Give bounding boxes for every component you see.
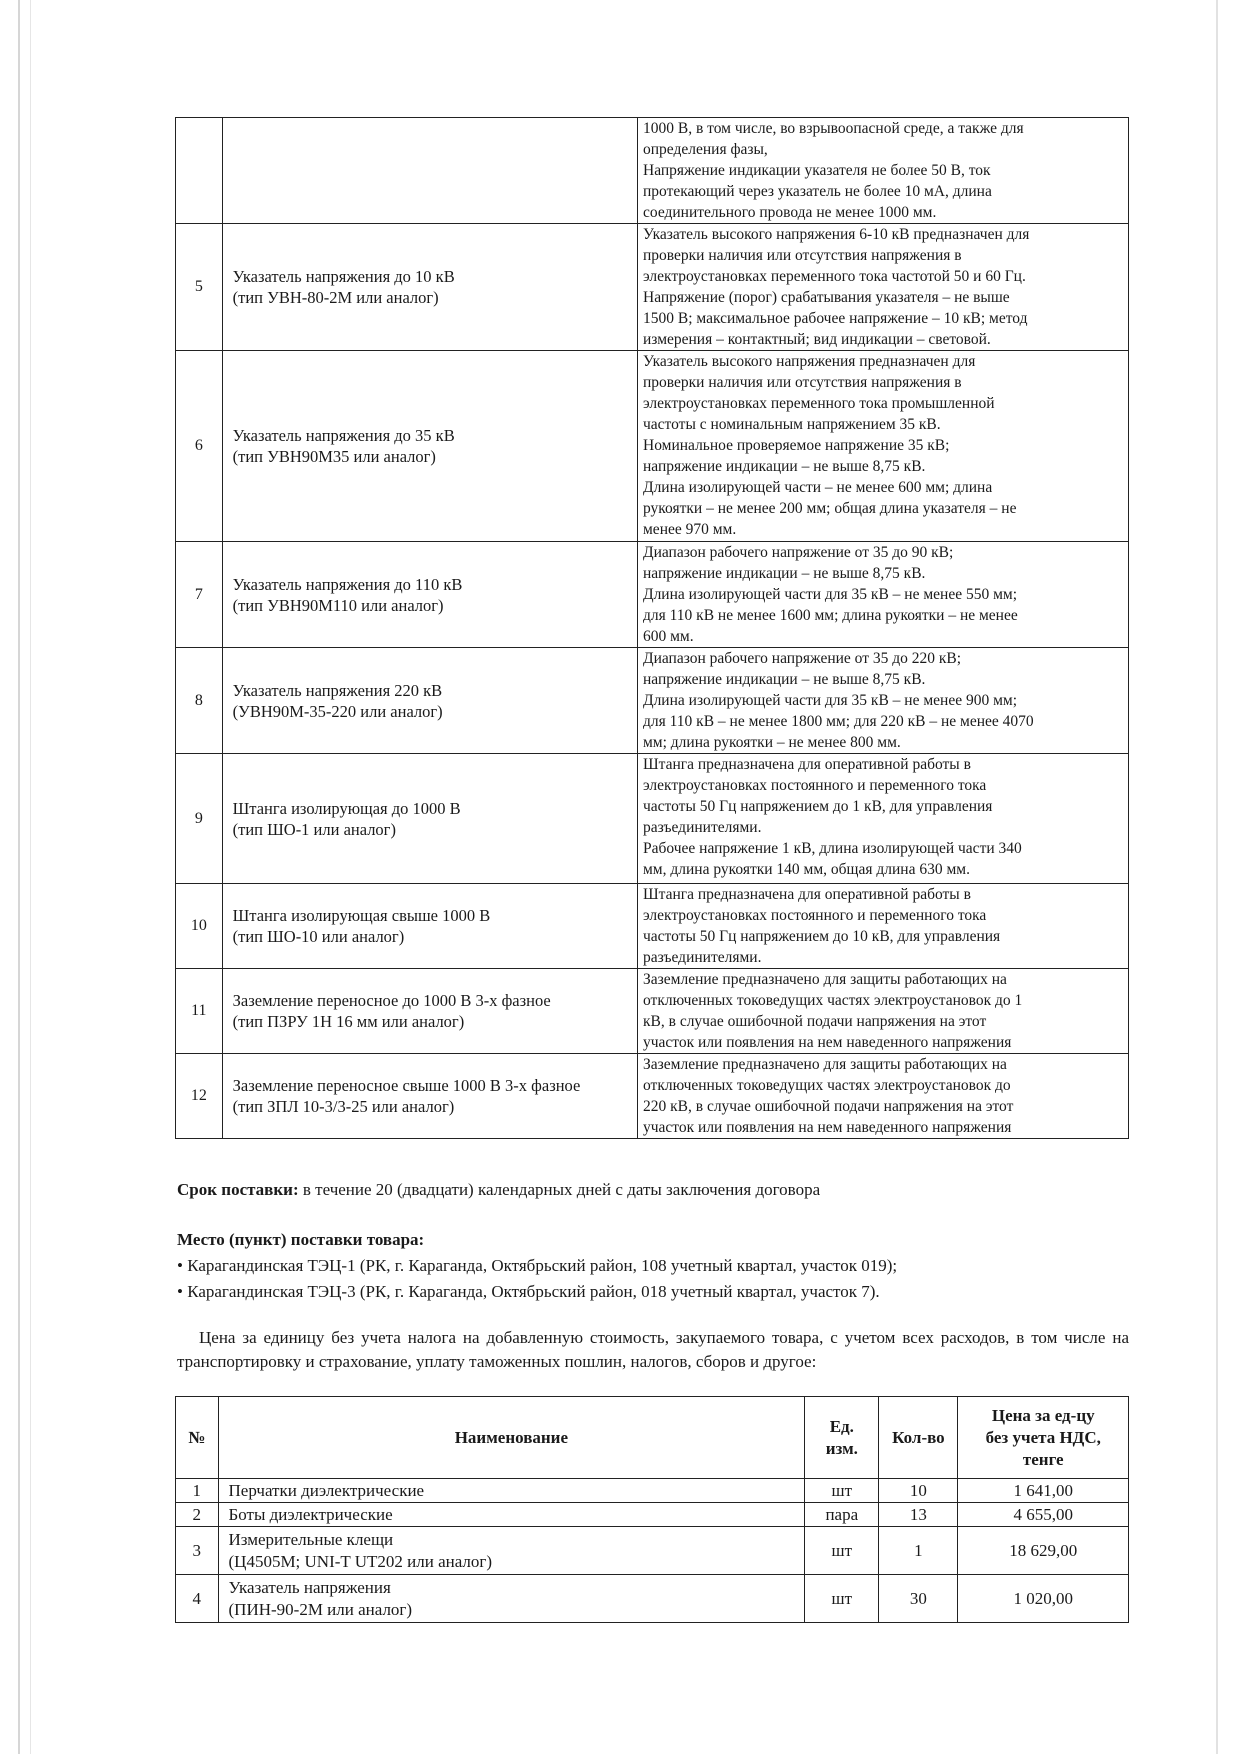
spec-item-name-line: (тип ЗПЛ 10-3/3-25 или аналог) (232, 1097, 455, 1116)
spec-description-line: разъединителями. (643, 949, 762, 966)
scan-edge-left-inner (30, 0, 31, 1754)
delivery-terms (177, 1177, 820, 1202)
price-item-name-line: (Ц4505М; UNI-T UT202 или аналог) (228, 1551, 493, 1571)
spec-item-name-line: (тип УВН90М110 или аналог) (232, 595, 444, 615)
header-num: № (176, 1397, 219, 1479)
spec-row-number: 12 (176, 1054, 223, 1139)
price-item-name-line: Измерительные клещи (228, 1529, 394, 1549)
spec-description-line: разъединителями. (643, 819, 762, 836)
spec-description-line: частоты 50 Гц напряжением до 10 кВ, для управления (643, 928, 1001, 945)
spec-item-description (638, 351, 1129, 542)
spec-item-name-line: (УВН90М-35-220 или аналог) (232, 701, 443, 721)
spec-description-line: частоты 50 Гц напряжением до 1 кВ, для управления (643, 798, 993, 815)
spec-description-line: Заземление предназначено для защиты работающих на (643, 971, 1007, 988)
spec-description-line: электроустановках переменного тока промышленной (643, 395, 995, 412)
spec-description-line: электроустановках постоянного и переменного тока (643, 907, 987, 924)
spec-description-line: отключенных токоведущих частях электроустановок до (643, 1077, 1011, 1094)
price-item-name (218, 1575, 805, 1623)
header-unit (805, 1397, 879, 1479)
price-item-name-line: Указатель напряжения (228, 1577, 391, 1597)
spec-item-description (638, 754, 1129, 884)
spec-description-line: отключенных токоведущих частях электроустановок до 1 (643, 992, 1023, 1009)
spec-item-name (222, 118, 637, 224)
spec-row (176, 1054, 1129, 1139)
spec-description-line: менее 970 мм. (643, 521, 737, 538)
spec-item-name-line: Заземление переносное до 1000 В 3-х фазное (232, 991, 551, 1010)
spec-row (176, 969, 1129, 1054)
price-item-name-line: Боты диэлектрические (228, 1504, 393, 1524)
spec-description-line: для 110 кВ не менее 1600 мм; длина рукоятки – не менее (643, 607, 1018, 624)
spec-description-line: мм; длина рукоятки – не менее 800 мм. (643, 734, 901, 751)
spec-description-line: частоты с номинальным напряжением 35 кВ. (643, 416, 941, 433)
spec-item-name-line: (тип УВН90М35 или аналог) (232, 447, 436, 466)
spec-row (176, 542, 1129, 648)
spec-description-line: протекающий через указатель не более 10 мА, длина (643, 183, 992, 200)
price-note: Цена за единицу без учета налога на добавленную стоимость, закупаемого товара, с учетом всех расходов, в том числе на транспортировку и страхование, уплату таможенных пошлин, налогов, сборов и другое: (177, 1328, 1129, 1371)
spec-item-name-line: (тип ШО-10 или аналог) (232, 927, 405, 946)
price-item-price: 1 020,00 (958, 1575, 1129, 1623)
spec-description-line: проверки наличия или отсутствия напряжения в (643, 247, 962, 264)
spec-item-name-line: (тип ШО-1 или аналог) (232, 819, 396, 839)
spec-item-name-line: Заземление переносное свыше 1000 В 3-х фазное (232, 1076, 581, 1095)
spec-row (176, 754, 1129, 884)
price-item-unit: шт (805, 1575, 879, 1623)
price-item-quantity: 13 (879, 1503, 958, 1527)
price-item-name (218, 1503, 805, 1527)
spec-description-line: Длина изолирующей части для 35 кВ – не менее 900 мм; (643, 692, 1017, 709)
spec-row (176, 351, 1129, 542)
price-item-quantity: 10 (879, 1479, 958, 1503)
spec-description-line: 1500 В; максимальное рабочее напряжение – 10 кВ; метод (643, 310, 1028, 327)
spec-row (176, 118, 1129, 224)
delivery-label: Срок поставки: (177, 1180, 299, 1199)
spec-item-name-line: Штанга изолирующая до 1000 В (232, 798, 461, 818)
spec-item-description (638, 224, 1129, 351)
spec-description-line: Рабочее напряжение 1 кВ, длина изолирующей части 340 (643, 840, 1022, 857)
spec-item-name-line: Указатель напряжения до 110 кВ (232, 574, 463, 594)
spec-item-name-line: Указатель напряжения до 10 кВ (232, 267, 455, 286)
spec-row-number: 11 (176, 969, 223, 1054)
spec-item-description (638, 884, 1129, 969)
price-item-name-line: (ПИН-90-2М или аналог) (228, 1599, 413, 1619)
spec-item-name-line: (тип УВН-80-2М или аналог) (232, 288, 439, 307)
spec-item-name (222, 884, 637, 969)
spec-description-line: Заземление предназначено для защиты работающих на (643, 1056, 1007, 1073)
spec-description-line: участок или появления на нем наведенного напряжения (643, 1119, 1012, 1136)
price-item-price: 1 641,00 (958, 1479, 1129, 1503)
spec-row-number (176, 118, 223, 224)
delivery-place-item: • Карагандинская ТЭЦ-3 (РК, г. Караганда, Октябрьский район, 018 учетный квартал, участок 7). (177, 1282, 880, 1301)
spec-row (176, 648, 1129, 754)
header-price (958, 1397, 1129, 1479)
spec-item-description (638, 969, 1129, 1054)
spec-row (176, 884, 1129, 969)
spec-item-name (222, 969, 637, 1054)
price-item-name (218, 1527, 805, 1575)
specification-table (175, 117, 1129, 1139)
spec-description-line: электроустановках переменного тока частотой 50 и 60 Гц. (643, 268, 1026, 285)
price-item-quantity: 1 (879, 1527, 958, 1575)
price-row-number: 2 (176, 1503, 219, 1527)
spec-row-number: 10 (176, 884, 223, 969)
spec-description-line: Диапазон рабочего напряжение от 35 до 90 кВ; (643, 544, 954, 561)
price-table (175, 1396, 1129, 1623)
scan-edge-right (1216, 0, 1218, 1754)
delivery-place-item: • Карагандинская ТЭЦ-1 (РК, г. Караганда, Октябрьский район, 108 учетный квартал, участок 019); (177, 1256, 898, 1275)
spec-item-name-line: Указатель напряжения до 35 кВ (232, 426, 455, 445)
price-table-header-row (176, 1397, 1129, 1479)
spec-description-line: Указатель высокого напряжения предназначен для (643, 353, 976, 370)
spec-item-name-line: Указатель напряжения 220 кВ (232, 680, 443, 700)
header-price-line: Цена за ед-цу (991, 1405, 1095, 1425)
spec-description-line: Длина изолирующей части для 35 кВ – не менее 550 мм; (643, 586, 1017, 603)
spec-row (176, 224, 1129, 351)
spec-description-line: Штанга предназначена для оперативной работы в (643, 886, 971, 903)
spec-row-number: 5 (176, 224, 223, 351)
spec-description-line: напряжение индикации – не выше 8,75 кВ. (643, 671, 926, 688)
spec-description-line: Указатель высокого напряжения 6-10 кВ предназначен для (643, 226, 1030, 243)
spec-description-line: 600 мм. (643, 628, 694, 645)
header-qty: Кол-во (879, 1397, 958, 1479)
spec-item-description (638, 1054, 1129, 1139)
spec-description-line: напряжение индикации – не выше 8,75 кВ. (643, 565, 926, 582)
delivery-place-title: Место (пункт) поставки товара: (177, 1230, 425, 1249)
header-unit-line: Ед. (829, 1416, 854, 1436)
spec-row-number: 6 (176, 351, 223, 542)
spec-item-name (222, 648, 637, 754)
spec-description-line: Длина изолирующей части – не менее 600 мм; длина (643, 479, 993, 496)
spec-description-line: кВ, в случае ошибочной подачи напряжения на этот (643, 1013, 987, 1030)
spec-row-number: 7 (176, 542, 223, 648)
price-item-name (218, 1479, 805, 1503)
price-row-number: 1 (176, 1479, 219, 1503)
spec-description-line: рукоятки – не менее 200 мм; общая длина указателя – не (643, 500, 1017, 517)
spec-description-line: 1000 В, в том числе, во взрывоопасной среде, а также для (643, 120, 1024, 137)
header-price-line: без учета НДС, (985, 1427, 1101, 1447)
price-item-name-line: Перчатки диэлектрические (228, 1480, 425, 1500)
spec-row-number: 9 (176, 754, 223, 884)
spec-item-name (222, 542, 637, 648)
spec-item-name (222, 1054, 637, 1139)
spec-item-name-line: (тип ПЗРУ 1Н 16 мм или аналог) (232, 1012, 465, 1031)
spec-description-line: 220 кВ, в случае ошибочной подачи напряжения на этот (643, 1098, 1014, 1115)
spec-item-description (638, 542, 1129, 648)
price-item-quantity: 30 (879, 1575, 958, 1623)
spec-description-line: напряжение индикации – не выше 8,75 кВ. (643, 458, 926, 475)
price-row (176, 1479, 1129, 1503)
spec-row-number: 8 (176, 648, 223, 754)
price-row (176, 1527, 1129, 1575)
spec-description-line: для 110 кВ – не менее 1800 мм; для 220 кВ – не менее 4070 (643, 713, 1034, 730)
price-item-unit: пара (805, 1503, 879, 1527)
price-row (176, 1575, 1129, 1623)
header-unit-line: изм. (825, 1438, 858, 1458)
spec-description-line: Номинальное проверяемое напряжение 35 кВ; (643, 437, 950, 454)
spec-description-line: мм, длина рукоятки 140 мм, общая длина 630 мм. (643, 861, 970, 878)
spec-description-line: соединительного провода не менее 1000 мм. (643, 204, 937, 221)
spec-item-name (222, 754, 637, 884)
price-row-number: 3 (176, 1527, 219, 1575)
spec-description-line: электроустановках постоянного и переменного тока (643, 777, 987, 794)
spec-item-name-line: Штанга изолирующая свыше 1000 В (232, 906, 491, 925)
spec-description-line: Напряжение (порог) срабатывания указателя – не выше (643, 289, 1010, 306)
price-item-price: 18 629,00 (958, 1527, 1129, 1575)
header-price-line: тенге (1022, 1449, 1064, 1469)
price-item-unit: шт (805, 1479, 879, 1503)
scan-edge-left (18, 0, 20, 1754)
spec-description-line: проверки наличия или отсутствия напряжения в (643, 374, 962, 391)
spec-item-name (222, 351, 637, 542)
spec-item-description (638, 648, 1129, 754)
delivery-text: в течение 20 (двадцати) календарных дней с даты заключения договора (298, 1180, 821, 1199)
spec-description-line: определения фазы, (643, 141, 768, 158)
spec-description-line: Штанга предназначена для оперативной работы в (643, 756, 971, 773)
price-row-number: 4 (176, 1575, 219, 1623)
spec-description-line: участок или появления на нем наведенного напряжения (643, 1034, 1012, 1051)
spec-item-description (638, 118, 1129, 224)
price-row (176, 1503, 1129, 1527)
price-item-unit: шт (805, 1527, 879, 1575)
spec-description-line: Напряжение индикации указателя не более 50 В, ток (643, 162, 991, 179)
price-item-price: 4 655,00 (958, 1503, 1129, 1527)
header-name: Наименование (218, 1397, 805, 1479)
spec-description-line: Диапазон рабочего напряжение от 35 до 220 кВ; (643, 650, 962, 667)
spec-item-name (222, 224, 637, 351)
spec-description-line: измерения – контактный; вид индикации – световой. (643, 331, 991, 348)
